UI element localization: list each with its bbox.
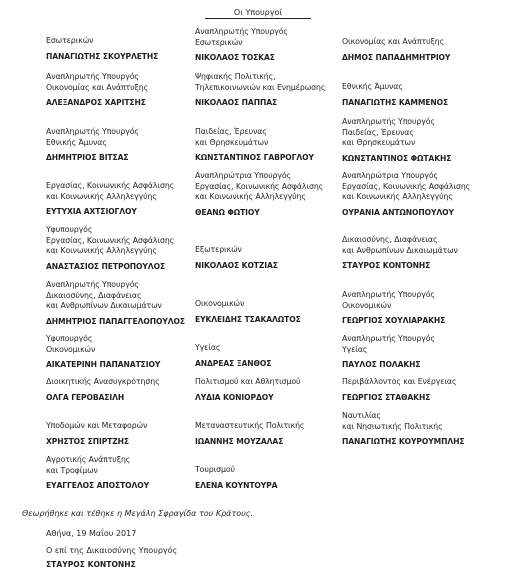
minister-signature-block [195, 171, 360, 218]
ministry-title-line: Εργασίας, Κοινωνικής Ασφάλισης [195, 181, 324, 191]
ministry-title-line: και Κοινωνικής Αλληλεγγύης [46, 246, 157, 255]
ministers-heading: Οι Υπουργοί [233, 8, 283, 17]
ministry-title-line: Υγείας [195, 343, 221, 352]
minister-name: ΑΝΔΡΕΑΣ ΞΑΝΘΟΣ [195, 358, 272, 368]
ministry-title-line: Εργασίας, Κοινωνικής Ασφάλισης [46, 235, 175, 245]
ministry-title-line: και Νησιωτικής Πολιτικής [342, 421, 443, 431]
minister-name: ΘΕΑΝΩ ΦΩΤΙΟΥ [195, 207, 260, 217]
minister-signature-block [342, 411, 507, 448]
minister-name: ΠΑΝΑΓΙΩΤΗΣ ΚΑΜΜΕΝΟΣ [342, 97, 449, 107]
minister-name: ΝΙΚΟΛΑΟΣ ΚΟΤΖΙΑΣ [195, 260, 278, 270]
ministry-title-line: Αναπληρωτής Υπουργός [46, 127, 139, 136]
ministry-title-line: Εργασίας, Κοινωνικής Ασφάλισης [46, 181, 175, 190]
ministry-title-line: Τουρισμού [195, 465, 235, 474]
ministry-title-line: Οικονομικών [342, 300, 392, 310]
minister-name: ΠΑΥΛΟΣ ΠΟΛΑΚΗΣ [342, 360, 421, 369]
minister-name: ΕΛΕΝΑ ΚΟΥΝΤΟΥΡΑ [195, 480, 278, 490]
minister-name: ΟΥΡΑΝΙΑ ΑΝΤΩΝΟΠΟΥΛΟΥ [342, 207, 454, 217]
ministry-title-line: Εργασίας, Κοινωνικής Ασφάλισης [342, 181, 471, 191]
minister-signature-block [342, 171, 507, 218]
minister-name: ΓΕΩΡΓΙΟΣ ΣΤΑΘΑΚΗΣ [342, 392, 431, 402]
minister-name: ΑΙΚΑΤΕΡΙΝΗ ΠΑΠΑΝΑΤΣΙΟΥ [46, 360, 161, 369]
minister-name: ΔΗΜΟΣ ΠΑΠΑΔΗΜΗΤΡΙΟΥ [342, 52, 451, 62]
minister-name: ΙΩΑΝΝΗΣ ΜΟΥΖΑΛΑΣ [195, 436, 284, 446]
ministry-title-line: και Θρησκευμάτων [195, 137, 269, 147]
signatory-name: ΣΤΑΥΡΟΣ ΚΟΝΤΟΝΗΣ [46, 560, 136, 569]
ministry-title-line: Μεταναστευτικής Πολιτικής [195, 421, 305, 430]
minister-signature-block [342, 37, 507, 63]
ministry-title-line: Τηλεπικοινωνιών και Ενημέρωσης [195, 82, 326, 92]
minister-signature-block [195, 465, 360, 491]
ministry-title-line: Υφυπουργός [46, 225, 93, 234]
minister-signature-block [46, 72, 211, 109]
ministry-title-line: Αναπληρώτρια Υπουργός [342, 171, 439, 180]
minister-signature-block [195, 421, 360, 447]
minister-signature-block [342, 334, 507, 371]
ministry-title-line: Εσωτερικών [46, 36, 94, 45]
ministry-title-line: Ναυτιλίας [342, 411, 381, 420]
ministry-title-line: και Τροφίμων [46, 465, 98, 475]
minister-name: ΕΥΑΓΓΕΛΟΣ ΑΠΟΣΤΟΛΟΥ [46, 481, 150, 490]
ministry-title-line: Αναπληρωτής Υπουργός [46, 72, 139, 81]
minister-signature-block [342, 117, 507, 164]
ministry-title-line: Παιδείας, Έρευνας [195, 127, 267, 136]
heading-underline [205, 18, 311, 19]
minister-name: ΕΥΤΥΧΙΑ ΑΧΤΣΙΟΓΛΟΥ [46, 207, 137, 216]
minister-signature-block [195, 127, 360, 164]
place-date: Αθήνα, 19 Μαΐου 2017 [46, 529, 137, 538]
ministry-title-line: Εσωτερικών [195, 37, 243, 47]
minister-name: ΝΙΚΟΛΑΟΣ ΤΟΣΚΑΣ [195, 53, 275, 62]
minister-signature-block [342, 377, 507, 403]
ministry-title-line: Υποδομών και Μεταφορών [46, 421, 148, 430]
minister-signature-block [342, 290, 507, 327]
ministry-title-line: Παιδείας, Έρευνας [342, 127, 414, 137]
ministry-title-line: και Ανθρωπίνων Δικαιωμάτων [342, 245, 458, 255]
ministry-title-line: Ψηφιακής Πολιτικής, [195, 72, 276, 81]
minister-name: ΟΛΓΑ ΓΕΡΟΒΑΣΙΛΗ [46, 392, 125, 402]
minister-signature-block [46, 225, 211, 272]
minister-name: ΛΥΔΙΑ ΚΟΝΙΟΡΔΟΥ [195, 392, 274, 402]
minister-signature-block [342, 235, 507, 272]
ministry-title-line: και Ανθρωπίνων Δικαιωμάτων [46, 301, 162, 310]
ministry-title-line: Δικαιοσύνης, Διαφάνειας [342, 235, 438, 244]
ministry-title-line: Πολιτισμού και Αθλητισμού [195, 377, 301, 386]
minister-signature-block [195, 72, 360, 109]
minister-name: ΑΝΑΣΤΑΣΙΟΣ ΠΕΤΡΟΠΟΥΛΟΣ [46, 261, 166, 271]
signatory-title: Ο επί της Δικαιοσύνης Υπουργός [46, 546, 178, 555]
ministry-title-line: Εθνικής Άμυνας [342, 82, 403, 91]
minister-name: ΕΥΚΛΕΙΔΗΣ ΤΣΑΚΑΛΩΤΟΣ [195, 314, 301, 324]
minister-name: ΧΡΗΣΤΟΣ ΣΠΙΡΤΖΗΣ [46, 436, 129, 446]
minister-name: ΠΑΝΑΓΙΩΤΗΣ ΚΟΥΡΟΥΜΠΛΗΣ [342, 437, 465, 446]
ministry-title-line: Αγροτικής Ανάπτυξης [46, 455, 131, 464]
ministry-title-line: Εθνικής Άμυνας [46, 137, 107, 147]
ministry-title-line: και Κοινωνικής Αλληλεγγύης [46, 191, 157, 201]
minister-signature-block [46, 455, 211, 492]
ministry-title-line: Αναπληρωτής Υπουργός [46, 280, 139, 289]
ministry-title-line: Διοικητικής Ανασυγκρότησης [46, 377, 160, 386]
ministry-title-line: Δικαιοσύνης, Διαφάνειας [46, 290, 142, 300]
minister-signature-block [342, 82, 507, 108]
minister-signature-block [195, 245, 360, 271]
minister-name: ΑΛΕΞΑΝΔΡΟΣ ΧΑΡΙΤΣΗΣ [46, 98, 146, 107]
ministry-title-line: Αναπληρωτής Υπουργός [195, 27, 288, 36]
minister-signature-block [46, 127, 211, 164]
seal-note: Θεωρήθηκε και τέθηκε η Μεγάλη Σφραγίδα του Κράτους. [22, 509, 254, 518]
ministry-title-line: Οικονομικών [46, 344, 96, 354]
minister-signature-block [46, 334, 211, 371]
ministry-title-line: Περιβάλλοντος και Ενέργειας [342, 377, 457, 386]
ministry-title-line: Οικονομίας και Ανάπτυξης [342, 37, 445, 46]
ministry-title-line: Αναπληρωτής Υπουργός [342, 117, 435, 126]
minister-signature-block [46, 377, 211, 403]
minister-signature-block [46, 280, 211, 327]
minister-name: ΣΤΑΥΡΟΣ ΚΟΝΤΟΝΗΣ [342, 261, 431, 270]
minister-signature-block [195, 343, 360, 369]
minister-signature-block [46, 181, 211, 218]
ministry-title-line: Αναπληρωτής Υπουργός [342, 334, 435, 343]
minister-name: ΔΗΜΗΤΡΙΟΣ ΠΑΠΑΓΓΕΛΟΠΟΥΛΟΣ [46, 316, 185, 326]
minister-signature-block [46, 421, 211, 447]
minister-name: ΝΙΚΟΛΑΟΣ ΠΑΠΠΑΣ [195, 98, 278, 107]
ministry-title-line: Οικονομίας και Ανάπτυξης [46, 82, 149, 92]
minister-signature-block [195, 299, 360, 325]
minister-name: ΔΗΜΗΤΡΙΟΣ ΒΙΤΣΑΣ [46, 153, 129, 162]
minister-name: ΚΩΝΣΤΑΝΤΙΝΟΣ ΓΑΒΡΟΓΛΟΥ [195, 153, 314, 162]
ministry-title-line: Εξωτερικών [195, 245, 242, 254]
minister-name: ΚΩΝΣΤΑΝΤΙΝΟΣ ΦΩΤΑΚΗΣ [342, 153, 452, 163]
minister-signature-block [46, 36, 211, 62]
ministry-title-line: Οικονομικών [195, 299, 245, 308]
ministry-title-line: Αναπληρωτής Υπουργός [342, 290, 435, 299]
ministry-title-line: Αναπληρώτρια Υπουργός [195, 171, 292, 180]
minister-name: ΓΕΩΡΓΙΟΣ ΧΟΥΛΙΑΡΑΚΗΣ [342, 316, 446, 325]
ministry-title-line: και Κοινωνικής Αλληλεγγύης [195, 192, 306, 201]
ministry-title-line: Υγείας [342, 344, 368, 354]
ministry-title-line: και Κοινωνικής Αλληλεγγύης [342, 192, 453, 201]
minister-signature-block [195, 27, 360, 64]
minister-signature-block [195, 377, 360, 403]
ministry-title-line: Υφυπουργός [46, 334, 93, 343]
ministry-title-line: και Θρησκευμάτων [342, 138, 416, 147]
minister-name: ΠΑΝΑΓΙΩΤΗΣ ΣΚΟΥΡΛΕΤΗΣ [46, 51, 159, 61]
